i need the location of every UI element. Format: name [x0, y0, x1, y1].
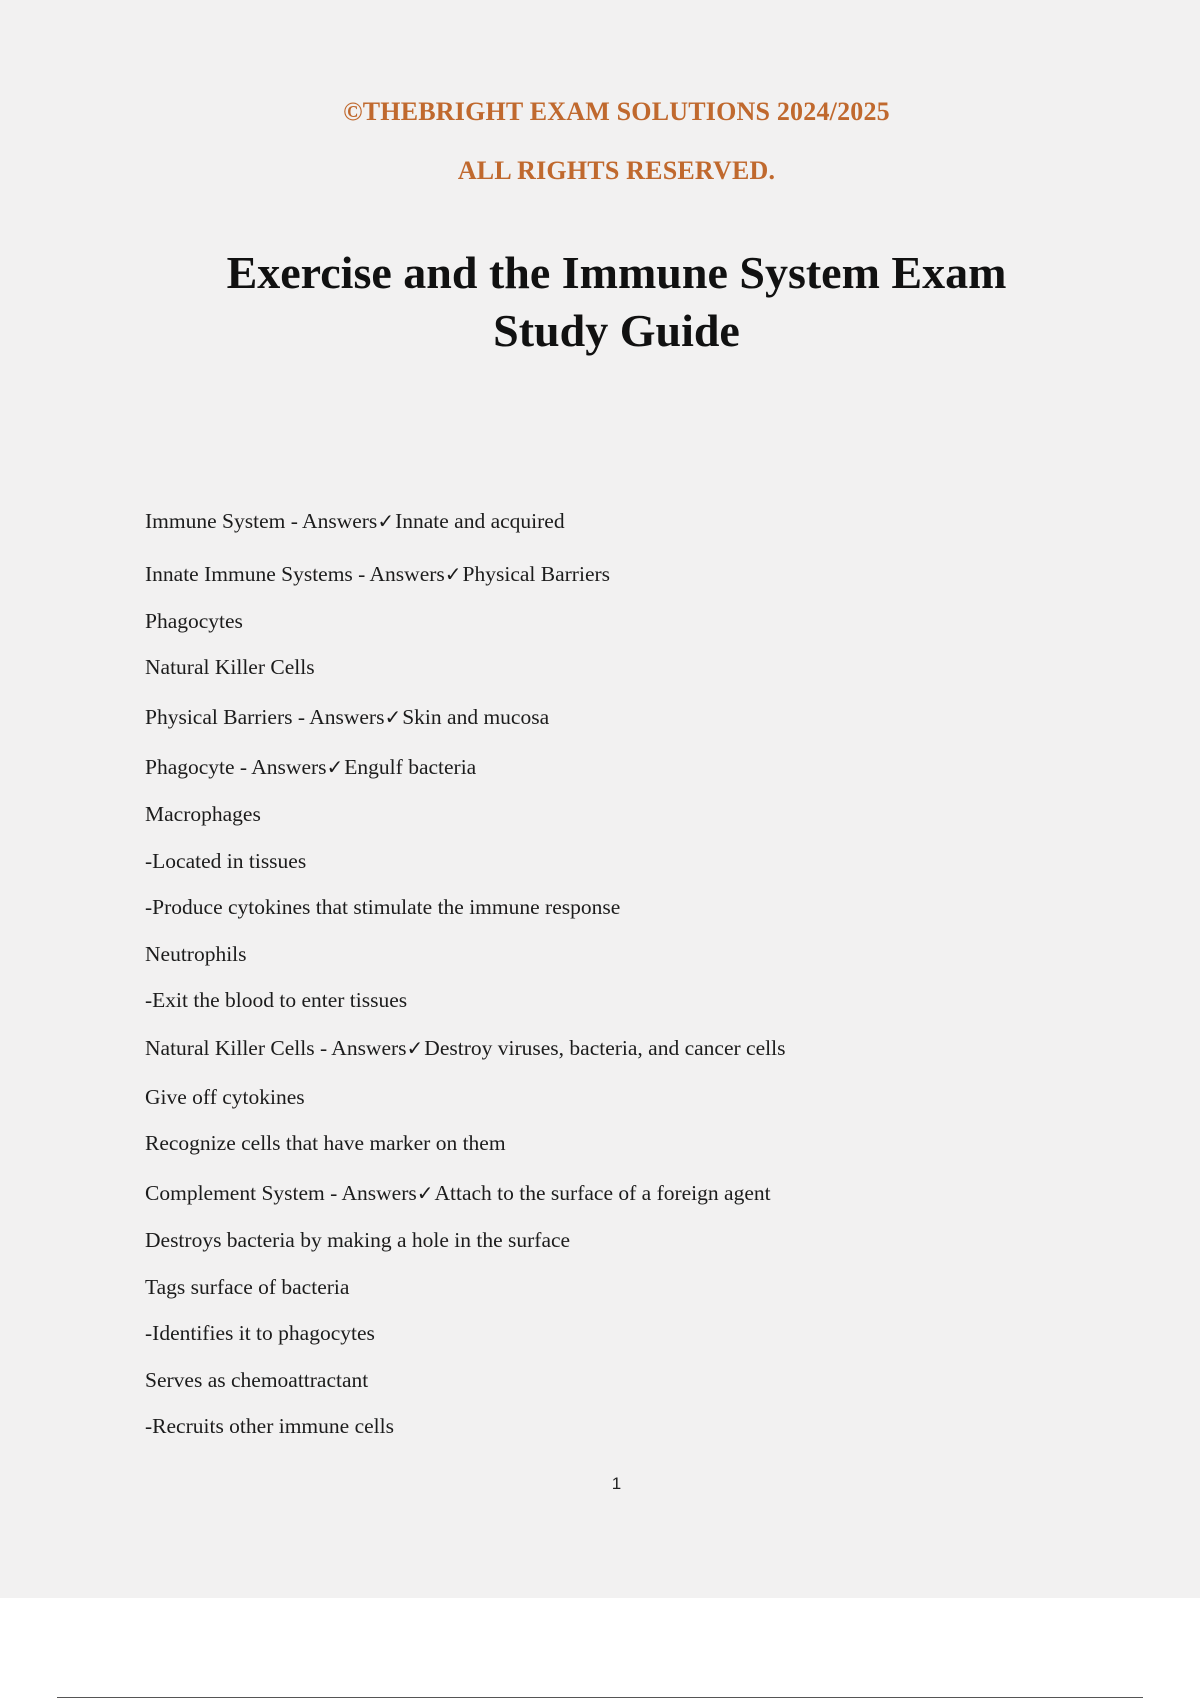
rights-reserved-notice: ALL RIGHTS RESERVED. [457, 156, 776, 185]
entry-line: -Produce cytokines that stimulate the immune response [145, 895, 621, 919]
entry-term: Phagocyte - Answers [145, 755, 327, 779]
entry-line: Give off cytokines [145, 1085, 305, 1109]
entry-answer: Innate and acquired [395, 509, 565, 533]
check-mark-icon: ✓ [406, 1036, 424, 1060]
qa-entry [145, 1035, 785, 1061]
qa-entry [145, 704, 549, 730]
entry-answer: Physical Barriers [462, 562, 611, 586]
entry-line: -Identifies it to phagocytes [145, 1321, 375, 1345]
entry-line: -Recruits other immune cells [145, 1414, 394, 1438]
qa-entry [145, 754, 476, 780]
entry-line: Destroys bacteria by making a hole in the surface [145, 1228, 571, 1252]
check-mark-icon: ✓ [326, 755, 344, 779]
entry-line: -Exit the blood to enter tissues [145, 988, 408, 1012]
entry-line: Tags surface of bacteria [145, 1275, 350, 1299]
check-mark-icon: ✓ [444, 562, 462, 586]
next-page-top-rule [57, 1697, 1143, 1698]
entry-term: Natural Killer Cells - Answers [145, 1036, 407, 1060]
copyright-notice: ©THEBRIGHT EXAM SOLUTIONS 2024/2025 [343, 97, 890, 126]
entry-term: Innate Immune Systems - Answers [145, 562, 445, 586]
qa-entry [145, 561, 610, 587]
entry-line: Serves as chemoattractant [145, 1368, 369, 1392]
entry-term: Physical Barriers - Answers [145, 705, 385, 729]
title-line-1: Exercise and the Immune System Exam [226, 247, 1007, 298]
qa-entry [145, 508, 565, 534]
check-mark-icon: ✓ [377, 509, 395, 533]
entry-line: Natural Killer Cells [145, 655, 315, 679]
entry-answer: Attach to the surface of a foreign agent [434, 1181, 771, 1205]
entry-line: Macrophages [145, 802, 261, 826]
entry-line: -Located in tissues [145, 849, 307, 873]
entry-term: Complement System - Answers [145, 1181, 417, 1205]
entry-line: Neutrophils [145, 942, 247, 966]
entry-answer: Destroy viruses, bacteria, and cancer cells [424, 1036, 786, 1060]
page-number: 1 [611, 1474, 622, 1493]
title-line-2: Study Guide [493, 305, 740, 356]
entry-answer: Skin and mucosa [402, 705, 550, 729]
qa-entry [145, 1180, 771, 1206]
entry-line: Phagocytes [145, 609, 243, 633]
check-mark-icon: ✓ [384, 705, 402, 729]
entry-answer: Engulf bacteria [344, 755, 477, 779]
entry-term: Immune System - Answers [145, 509, 378, 533]
entry-line: Recognize cells that have marker on them [145, 1131, 506, 1155]
document-title [0, 244, 1200, 360]
check-mark-icon: ✓ [416, 1181, 434, 1205]
